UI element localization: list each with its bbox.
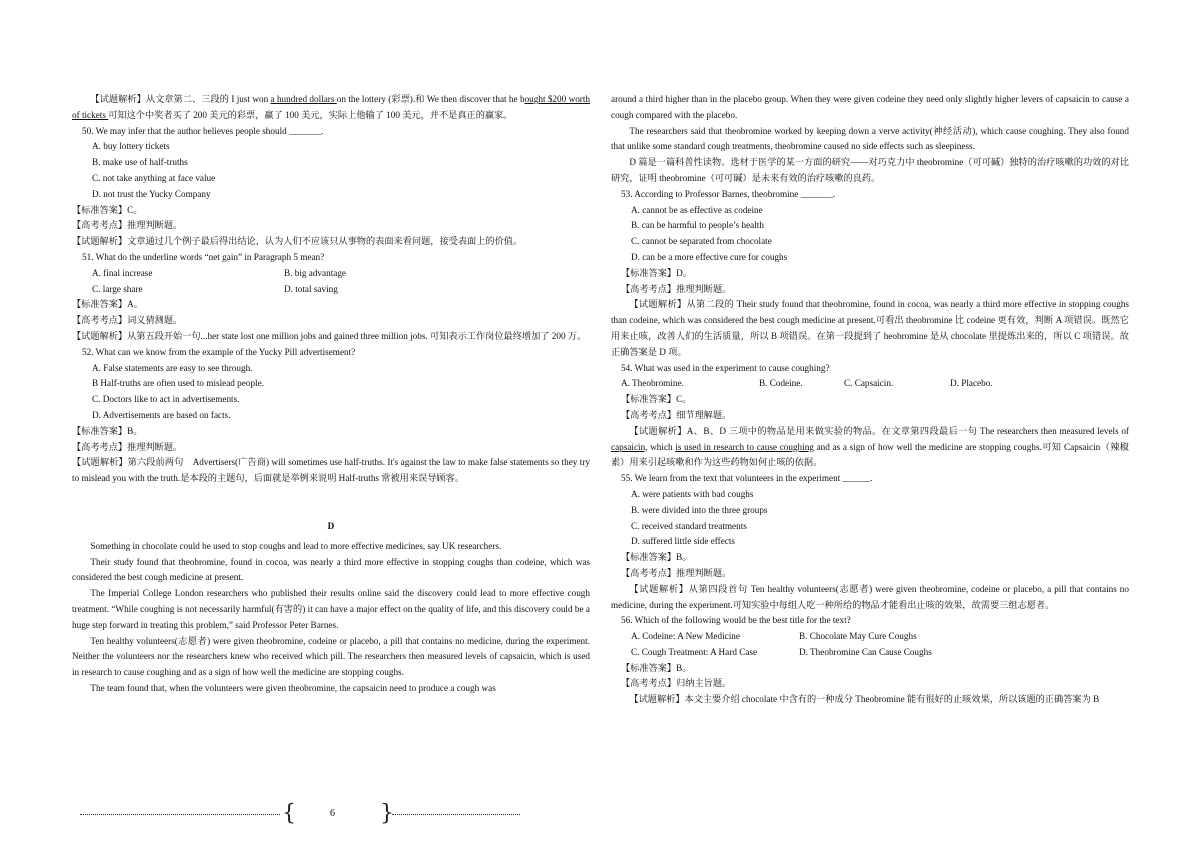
options-row	[611, 645, 1129, 661]
page-number: 6	[330, 808, 335, 819]
options-row	[72, 266, 590, 282]
option-b: B. Chocolate May Cure Coughs	[799, 631, 917, 642]
question-56: 56. Which of the following would be the best title for the text?	[621, 615, 851, 626]
option-a: A. final increase	[92, 267, 153, 278]
right-brace-icon: }	[380, 801, 394, 826]
standard-answer: 【标准答案】B。	[72, 425, 143, 436]
option-a: A. Codeine: A New Medicine	[631, 631, 740, 642]
left-brace-icon: {	[282, 801, 296, 826]
passage-paragraph: The Imperial College London researchers who published their results online said the discovery could lead to more effective cough treatment. “While coughing is not necessarily harmful(有害的) it can have a major effect on the quality of life, and this discovery could be a huge step forward in treating this problem,” said Professor Peter Barnes.	[72, 588, 590, 630]
option-c: C. Cough Treatment: A Hard Case	[631, 646, 758, 657]
text: on the lottery (彩票).和 We then discover that he b	[336, 94, 525, 104]
option-d: D. not trust the Yucky Company	[92, 188, 211, 199]
underlined-text: ought $200 worth of tickets	[72, 94, 590, 120]
page-footer	[80, 802, 520, 826]
standard-answer: 【标准答案】C。	[621, 394, 692, 405]
footer-rule-right	[392, 814, 520, 815]
question-50: 50. We may infer that the author believes people should _______.	[82, 125, 324, 136]
option-b: B Half-truths are often used to mislead people.	[92, 378, 264, 389]
passage-paragraph: Something in chocolate could be used to stop coughs and lead to more effective medicines, say UK researchers.	[90, 540, 502, 551]
question-55: 55. We learn from the text that volunteers in the experiment ______.	[621, 473, 873, 484]
passage-summary: D 篇是一篇科普性读物。选材于医学的某一方面的研究——对巧克力中 theobromine（可可碱）独特的治疗咳嗽的功效的对比研究，证明 theobromine（可可碱）是未来有效的治疗咳嗽的良药。	[611, 157, 1129, 183]
exam-point: 【高考考点】细节理解题。	[621, 409, 732, 420]
passage-paragraph: The researchers said that theobromine worked by keeping down a verve activity(神经活动), which cause coughing. They also found that unlike some standard cough treatments, theobromine caused no side effects such as sleepiness.	[611, 125, 1129, 152]
option-a: A. False statements are easy to see through.	[92, 362, 253, 373]
option-c: C. cannot be separated from chocolate	[631, 236, 772, 247]
explanation: 【试题解析】从第二段的 Their study found that theobromine, found in cocoa, was nearly a third more effective in stopping coughs than codeine, which was considered the best cough medicine at present.可看出 theobromine 比 codeine 更有效，判断 A 项错误。既然它用来止咳，改善人们的生活质量，所以 B 项错误。在第一段提到了 heobromine 是从 chocolate 里提炼出来的，所以 C 项错误。故正确答案是 D 项。	[611, 299, 1129, 357]
option-d: D. Theobromine Can Cause Coughs	[799, 646, 932, 657]
explanation	[611, 424, 1129, 471]
option-d: D. can be a more effective cure for coughs	[631, 251, 788, 262]
q49-explanation	[72, 92, 590, 124]
options-row	[72, 282, 590, 298]
question-53: 53. According to Professor Barnes, theobromine _______.	[621, 188, 836, 199]
explanation: 【试题解析】从第五段开始一句...her state lost one million jobs and gained three million jobs. 可知表示工作岗位最终增加了 200 万。	[72, 330, 587, 341]
standard-answer: 【标准答案】B。	[621, 552, 692, 563]
options-row	[611, 629, 1129, 645]
passage-paragraph: The team found that, when the volunteers were given theobromine, the capsaicin need to produce a cough was	[90, 682, 496, 693]
exam-point: 【高考考点】推理判断题。	[72, 220, 183, 231]
option-b: B. can be harmful to people’s health	[631, 220, 764, 231]
text: 【试题解析】A、B、D 三项中的物品是用来做实验的物品。在文章第四段最后一句 The researchers then measured levels of	[629, 425, 1129, 436]
question-52: 52. What can we know from the example of the Yucky Pill advertisement?	[82, 346, 356, 357]
option-d: D. total saving	[284, 283, 338, 294]
underlined-text: is used in research to cause coughing	[675, 441, 814, 452]
passage-paragraph: around a third higher than in the placebo group. When they were given codeine they need only slightly higher levers of capsaicin to cause a cough compared with the placebo.	[611, 94, 1129, 120]
standard-answer: 【标准答案】B。	[621, 662, 692, 673]
explanation: 【试题解析】第六段前两句 Advertisers(广告商) will sometimes use half-truths. It's against the law to make false statements so they try to mislead you with the truth.是本段的主题句，后面就是举例来说明 Half-truths 常被用来误导顾客。	[72, 457, 590, 484]
text: 【试题解析】从文章第二、三段的 I just won	[90, 94, 271, 104]
option-a: A. were patients with bad coughs	[631, 488, 754, 499]
explanation: 【试题解析】本文主要介绍 chocolate 中含有的一种成分 Theobromine 能有很好的止咳效果，所以该题的正确答案为 B	[629, 694, 1100, 705]
option-a: A. Theobromine.	[621, 378, 684, 389]
underlined-text: capsaicin,	[611, 441, 648, 452]
section-heading: D	[327, 520, 335, 531]
option-d: D. suffered little side effects	[631, 536, 736, 547]
text: 可知这个中奖者买了 200 美元的彩票，赢了 100 美元，实际上他输了 100 美元，并不是真正的赢家。	[108, 109, 513, 120]
options-row	[611, 376, 1129, 392]
option-b: B. Codeine.	[759, 378, 803, 389]
text: and as a sign of how well the medicine are stopping coughs.可知 Capsaicin（辣椒素）用来引起咳嗽和作为这些药物如何止咳的依据。	[611, 441, 1129, 468]
option-b: B. were divided into the three groups	[631, 504, 768, 515]
exam-point: 【高考考点】推理判断题。	[72, 441, 183, 452]
option-c: C. Doctors like to act in advertisements.	[92, 394, 240, 405]
exam-point: 【高考考点】推理判断题。	[621, 567, 732, 578]
option-c: C. not take anything at face value	[92, 172, 216, 183]
question-51: 51. What do the underline words “net gain” in Paragraph 5 mean?	[82, 251, 325, 262]
question-54: 54. What was used in the experiment to cause coughing?	[621, 362, 830, 373]
option-b: B. big advantage	[284, 267, 346, 278]
option-c: C. received standard treatments	[631, 520, 747, 531]
standard-answer: 【标准答案】D。	[621, 267, 692, 278]
option-d: D. Placebo.	[950, 378, 993, 389]
option-b: B. make use of half-truths	[92, 157, 188, 168]
standard-answer: 【标准答案】C。	[72, 204, 143, 215]
footer-rule-left	[80, 814, 280, 815]
text: which	[647, 441, 676, 452]
explanation: 【试题解析】从第四段首句 Ten healthy volunteers(志愿者) were given theobromine, codeine or placebo, a pill that contains no medicine, during the experiment.可知实验中每组人吃一种所给的物品才能看出止咳的效果，故需要三组志愿者。	[611, 583, 1129, 610]
option-d: D. Advertisements are based on facts.	[92, 409, 231, 420]
exam-point: 【高考考点】词义猜测题。	[72, 315, 183, 326]
option-c: C. Capsaicin.	[844, 378, 894, 389]
standard-answer: 【标准答案】A。	[72, 299, 143, 310]
underlined-text: a hundred dollars	[270, 94, 337, 104]
exam-point: 【高考考点】归纳主旨题。	[621, 678, 732, 689]
option-c: C. large share	[92, 283, 143, 294]
exam-point: 【高考考点】推理判断题。	[621, 283, 732, 294]
passage-paragraph: Their study found that theobromine, found in cocoa, was nearly a third more effective in stopping coughs than codeine, which was considered the best cough medicine at present.	[72, 556, 590, 583]
option-a: A. buy lottery tickets	[92, 141, 170, 152]
option-a: A. cannot be as effective as codeine	[631, 204, 763, 215]
passage-paragraph: Ten healthy volunteers(志愿者) were given theobromine, codeine or placebo, a pill that contains no medicine, during the experiment. Neither the volunteers nor the researchers knew who received which pill. The researchers then measured levels of capsaicin, which is used in research to cause coughing and as a sign of how well the medicine are stopping coughs.	[72, 635, 590, 678]
explanation: 【试题解析】文章通过几个例子最后得出结论，认为人们不应该只从事物的表面来看问题，接受表面上的价值。	[72, 236, 523, 247]
right-column	[611, 92, 1129, 708]
left-column	[72, 92, 590, 697]
